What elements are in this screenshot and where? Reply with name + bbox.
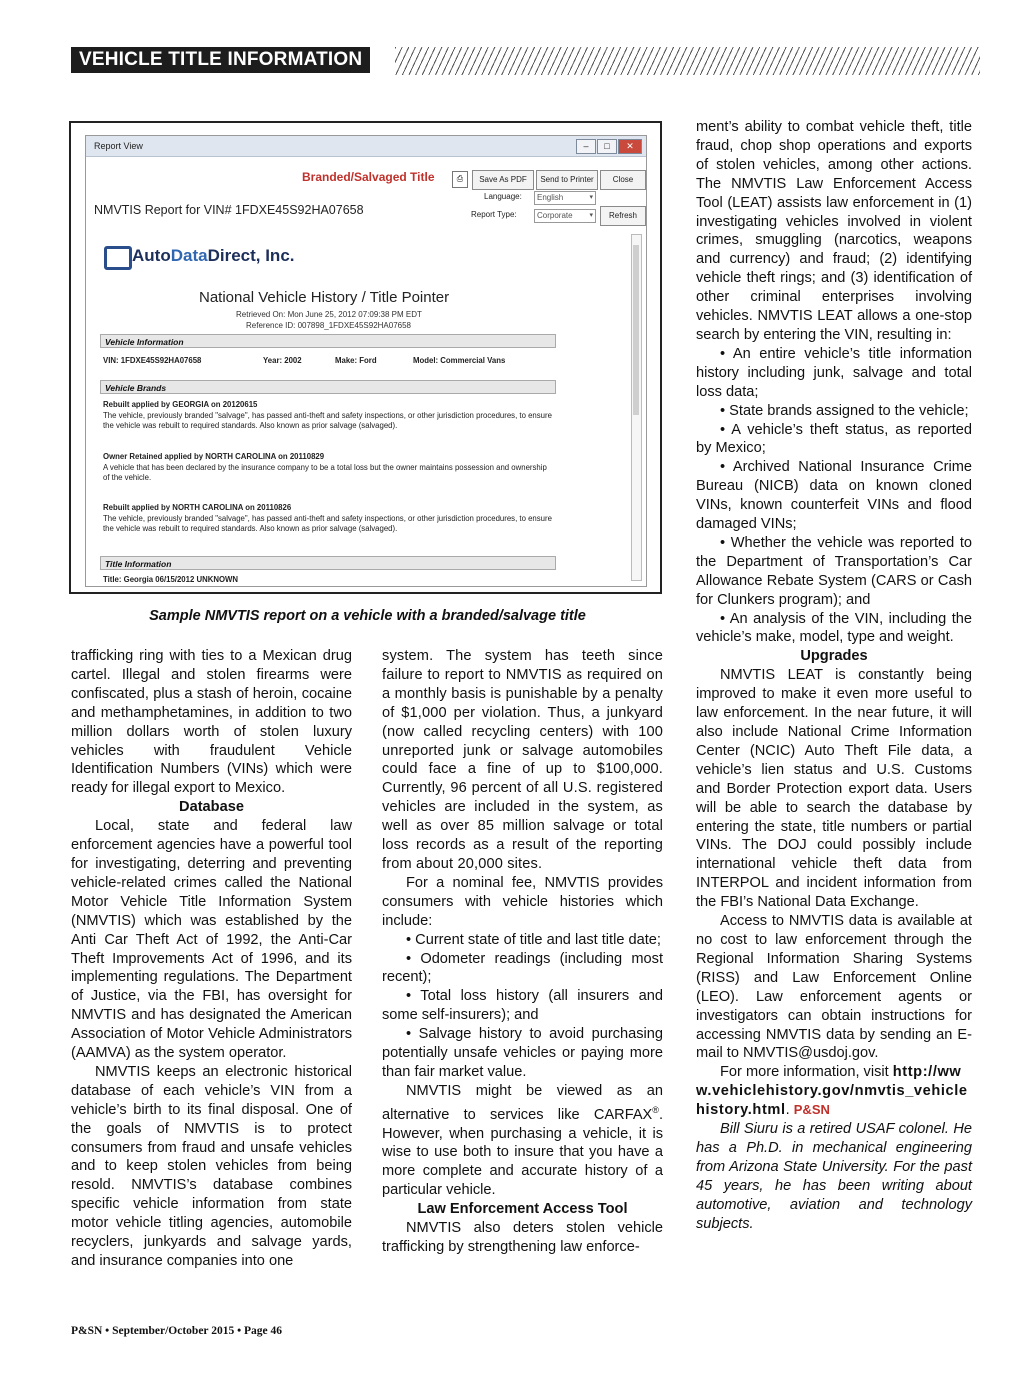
page-footer: P&SN • September/October 2015 • Page 46 bbox=[71, 1325, 282, 1337]
report-scrollbar[interactable] bbox=[631, 234, 642, 581]
close-icon[interactable]: ✕ bbox=[618, 139, 642, 154]
bullet-item: • A vehicle’s theft status, as reported by Mexico; bbox=[696, 421, 972, 459]
reference-id: Reference ID: 007898_1FDXE45S92HA07658 bbox=[246, 321, 411, 330]
paragraph: NMVTIS LEAT is constantly being improved to make it even more useful to law enforcement. In the near future, it will also include National Crime Information Center (NCIC) Auto Theft File data, a vehicle’s lien status and U.S. Customs and Border Protection export data. Users will be able to search the database by entering the state, title numbers or partial VINs. The DOJ could possibly include international vehicle theft data from INTERPOL and incident information from the FBI’s National Data Exchange. bbox=[696, 667, 972, 911]
vehicle-information-bar: Vehicle Information bbox=[100, 334, 556, 348]
close-button[interactable]: Close bbox=[600, 170, 646, 190]
save-as-pdf-button[interactable]: Save As PDF bbox=[472, 170, 534, 190]
report-type-label: Report Type: bbox=[471, 210, 517, 219]
minimize-icon[interactable]: – bbox=[576, 139, 596, 154]
retrieval-info bbox=[236, 309, 422, 331]
paragraph: Local, state and federal law enforcement agencies have a powerful tool for investigating, deterring and preventing vehicle-related crimes called the National Motor Vehicle Title Information System (NMVTIS) which was established by the Anti Car Theft Act of 1992, the Anti-Car Theft Improvements Act of 1996, and its implementing regulations. The Department of Justice, via the FBI, has oversight for NMVTIS and has designated the American Association of Motor Vehicle Administrators (AAMVA) as the system operator. bbox=[71, 818, 352, 1062]
window-controls bbox=[576, 139, 642, 154]
figure-frame bbox=[69, 121, 662, 594]
paragraph: ment’s ability to combat vehicle theft, title fraud, chop shop operations and exports of stolen vehicles, among other actions. The NMVTIS Law Enforcement Access Tool (LEAT) assists law enforcement in (1) investigating vehicles involved in violent crimes, smuggling (narcotics, weapons and currency) and fraud; (2) identifying vehicle theft rings; and (3) identification of other criminal enterprises involving vehicles. NMVTIS LEAT allows a one-stop search by entering the VIN, resulting in: bbox=[696, 119, 972, 343]
header-hatch-decoration bbox=[395, 47, 980, 75]
report-heading: Branded/Salvaged Title bbox=[302, 170, 435, 184]
brand-heading: Owner Retained applied by NORTH CAROLINA on 20110829 bbox=[103, 452, 325, 461]
vin-heading: NMVTIS Report for VIN# 1FDXE45S92HA07658 bbox=[94, 203, 364, 217]
bullet-item: • An entire vehicle’s title information history including junk, salvage and total loss data; bbox=[696, 345, 972, 402]
paragraph: trafficking ring with ties to a Mexican drug cartel. Illegal and stolen firearms were confiscated, plus a stash of heroin, cocaine and methamphetamines, in addition to two million dollars worth of stolen luxury vehicles with fraudulent Vehicle Identification Numbers (VINs) which were ready for illegal export to Mexico. bbox=[71, 648, 352, 797]
bullet-item: • State brands assigned to the vehicle; bbox=[696, 402, 972, 421]
article-column-1 bbox=[71, 647, 352, 1271]
brand-heading: Rebuilt applied by NORTH CAROLINA on 20110826 bbox=[103, 503, 292, 512]
paragraph: NMVTIS might be viewed as an alternative to services like CARFAX®. However, when purchasing a vehicle, it is wise to use both to insure that you have a more complete and accurate history of a particular vehicle. bbox=[382, 1082, 663, 1199]
bullet-item: • Whether the vehicle was reported to the Department of Transportation’s Car Allowance Rebate System (CARS or Cash for Clunkers program); and bbox=[696, 534, 972, 610]
bullet-item: • Odometer readings (including most recent); bbox=[382, 950, 663, 988]
make-field: Make: Ford bbox=[335, 356, 377, 365]
vehicle-brands-bar: Vehicle Brands bbox=[100, 380, 556, 394]
article-column-3 bbox=[696, 118, 972, 1233]
paragraph: For more information, visit http://www.vehiclehistory.gov/nmvtis_vehiclehistory.html. P&SN bbox=[696, 1064, 968, 1119]
subheading-database: Database bbox=[179, 799, 244, 816]
report-title: National Vehicle History / Title Pointer bbox=[199, 289, 450, 306]
paragraph: NMVTIS also deters stolen vehicle trafficking by strengthening law enforce- bbox=[382, 1220, 663, 1255]
article-column-2 bbox=[382, 647, 663, 1257]
subheading-law-enforcement-access-tool: Law Enforcement Access Tool bbox=[417, 1201, 628, 1218]
section-title: VEHICLE TITLE INFORMATION bbox=[71, 47, 370, 73]
report-type-select[interactable]: Corporate ▾ bbox=[534, 209, 596, 223]
paragraph: For a nominal fee, NMVTIS provides consumers with vehicle histories which include: bbox=[382, 874, 663, 929]
model-field: Model: Commercial Vans bbox=[413, 356, 506, 365]
figure-caption: Sample NMVTIS report on a vehicle with a branded/salvage title bbox=[149, 608, 586, 624]
monitor-logo-icon bbox=[104, 246, 132, 270]
paragraph: system. The system has teeth since failure to report to NMVTIS as required on a monthly basis is punishable by a penalty of $1,000 per violation. Thus, a junkyard (now called recycling centers) with 100 unreported junk or salvage automobiles could face a fine of up to $100,000. Currently, 96 percent of all U.S. registered vehicles are included in the system, as well as over 85 million salvage or total loss records as a result of the reporting from about 20,000 sites. bbox=[382, 648, 663, 872]
brand-description: The vehicle, previously branded "salvage", has passed anti-theft and safety inspections, or other jurisdiction procedures, to ensure the vehicle was rebuilt to required standards. Also known as prior salvage (salvaged). bbox=[103, 513, 552, 533]
brand-description: The vehicle, previously branded "salvage", has passed anti-theft and safety inspections, or other jurisdiction procedures, to ensure the vehicle was rebuilt to required standards. Also known as prior salvage (salvaged). bbox=[103, 410, 552, 430]
refresh-button[interactable]: Refresh bbox=[600, 206, 646, 226]
window-title: Report View bbox=[94, 141, 143, 151]
year-field: Year: 2002 bbox=[263, 356, 302, 365]
retrieved-date: Retrieved On: Mon June 25, 2012 07:09:38 PM EDT bbox=[236, 310, 422, 319]
subheading-upgrades: Upgrades bbox=[800, 648, 868, 665]
bullet-item: • Salvage history to avoid purchasing potentially unsafe vehicles or paying more than fair market value. bbox=[382, 1025, 663, 1082]
brand-entry bbox=[103, 400, 553, 432]
brand-heading: Rebuilt applied by GEORGIA on 20120615 bbox=[103, 400, 258, 409]
bullet-item: • Current state of title and last title date; bbox=[382, 931, 663, 950]
brand-entry bbox=[103, 503, 553, 535]
export-icon[interactable]: ⎙ bbox=[452, 171, 468, 188]
paragraph: NMVTIS keeps an electronic historical database of each vehicle’s VIN from a vehicle’s birth to its final disposal. One of the goals of NMVTIS is to protect consumers from fraud and unsafe vehicles and to keep stolen vehicles from being resold. NMVTIS’s database combines specific vehicle information from state motor vehicle titling agencies, automobile recyclers, junkyards and salvage yards, and insurance companies into one bbox=[71, 1063, 352, 1269]
psn-end-mark: P&SN bbox=[793, 1102, 830, 1118]
bullet-item: • An analysis of the VIN, including the vehicle’s make, model, type and weight. bbox=[696, 610, 972, 648]
title-information-bar: Title Information bbox=[100, 556, 556, 570]
language-label: Language: bbox=[484, 192, 522, 201]
bullet-item: • Total loss history (all insurers and some self-insurers); and bbox=[382, 987, 663, 1025]
report-view-window bbox=[85, 135, 647, 587]
brand-entry bbox=[103, 452, 553, 484]
company-logo: AutoDataDirect, Inc. bbox=[132, 246, 295, 265]
vin-field: VIN: 1FDXE45S92HA07658 bbox=[103, 356, 202, 365]
maximize-icon[interactable]: □ bbox=[597, 139, 617, 154]
language-select[interactable]: English ▾ bbox=[534, 191, 596, 205]
bullet-item: • Archived National Insurance Crime Bureau (NICB) data on known cloned VINs, known counterfeit VINs and flood damaged VINs; bbox=[696, 458, 972, 534]
author-bio: Bill Siuru is a retired USAF colonel. He has a Ph.D. in mechanical engineering from Arizona State University. For the past 45 years, he has been writing about automotive, aviation and technology subjects. bbox=[696, 1121, 972, 1232]
scrollbar-thumb[interactable] bbox=[633, 245, 639, 415]
title-field: Title: Georgia 06/15/2012 UNKNOWN bbox=[103, 575, 239, 584]
send-to-printer-button[interactable]: Send to Printer bbox=[536, 170, 598, 190]
paragraph: Access to NMVTIS data is available at no cost to law enforcement through the Regional Information Sharing Systems (RISS) and Law Enforcement Online (LEO). Law enforcement agents or investigators can obtain instructions for accessing NMVTIS data by sending an E-mail to NMVTIS@usdoj.gov. bbox=[696, 913, 972, 1062]
window-titlebar bbox=[86, 136, 646, 157]
vehicle-info-row bbox=[103, 356, 553, 367]
info-link[interactable]: http://www.vehiclehistory.gov/nmvtis_vehiclehistory.html bbox=[696, 1064, 968, 1119]
brand-description: A vehicle that has been declared by the insurance company to be a total loss but the owner maintains possession and ownership of the vehicle. bbox=[103, 462, 547, 482]
